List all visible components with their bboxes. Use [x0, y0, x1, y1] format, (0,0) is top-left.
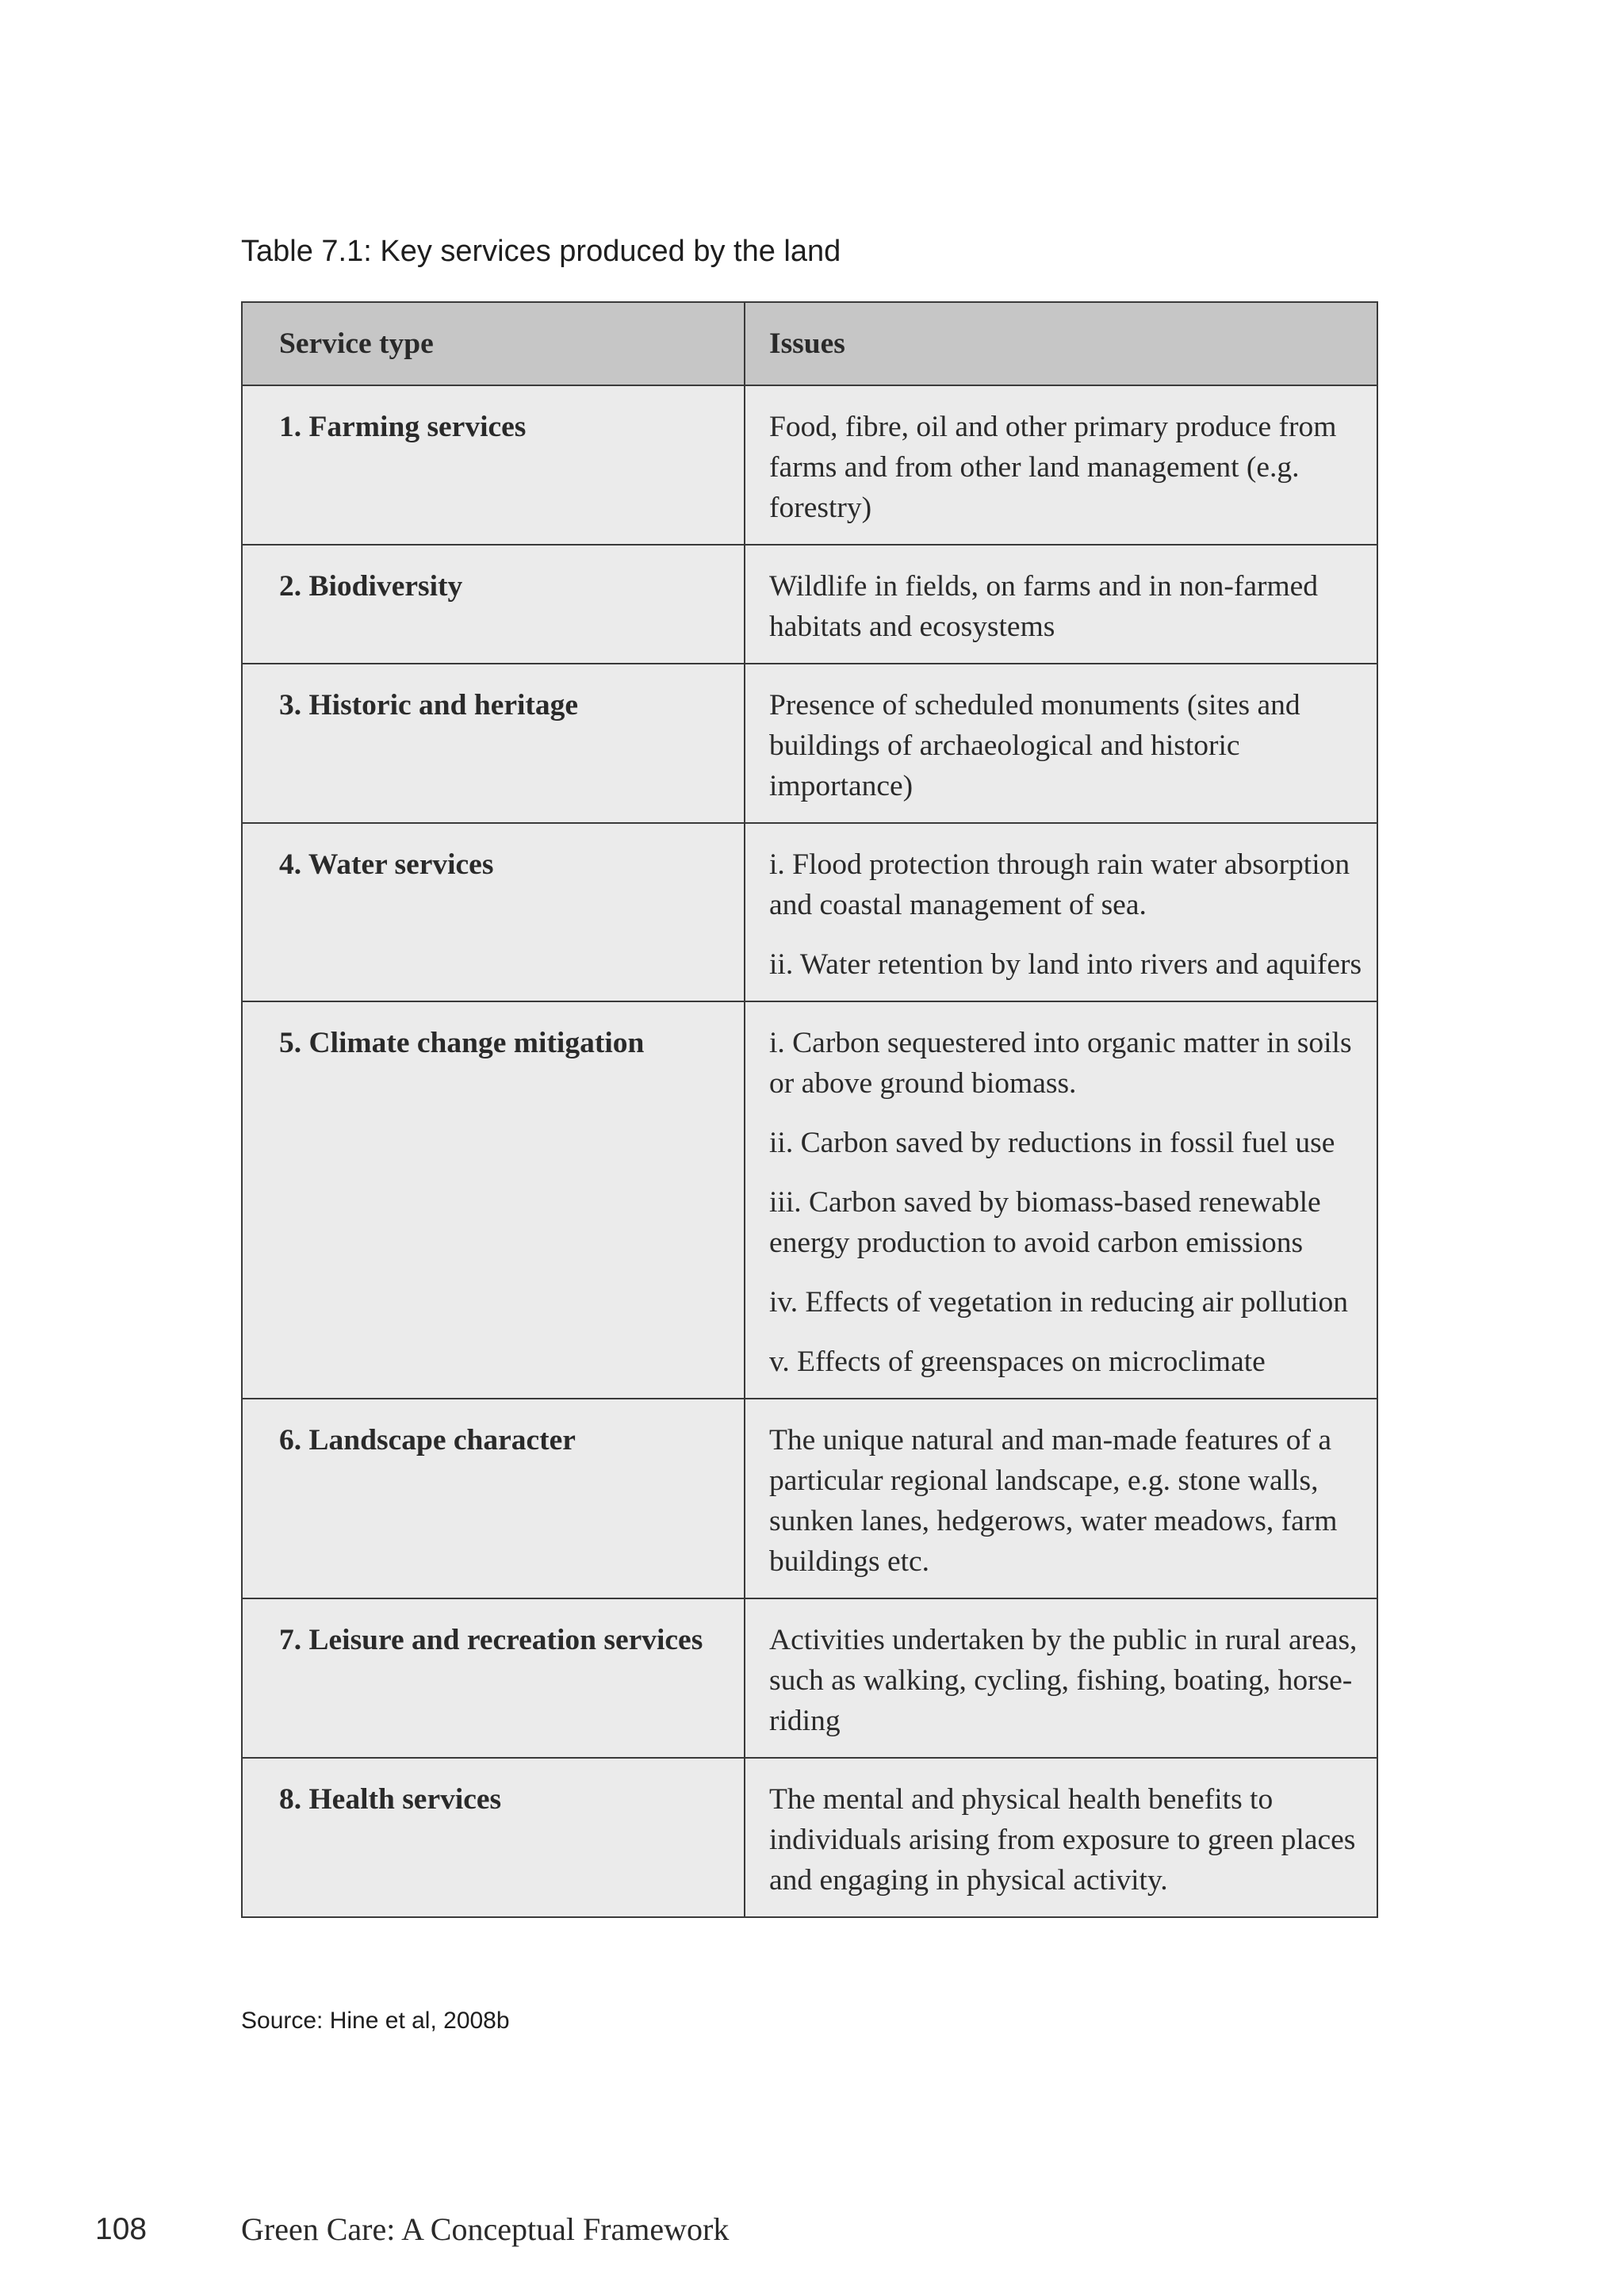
issues-cell — [745, 385, 1377, 545]
issue-text: Activities undertaken by the public in rural areas, such as walking, cycling, fishing, boating, horse-riding — [769, 1624, 1358, 1737]
issues-cell — [745, 664, 1377, 823]
table-caption: Table 7.1: Key services produced by the land — [241, 235, 841, 268]
issue-text: iii. Carbon saved by biomass-based renewable energy production to avoid carbon emissions — [769, 1186, 1321, 1259]
table-body — [242, 385, 1377, 1917]
services-table — [241, 301, 1378, 1918]
issue-text: Food, fibre, oil and other primary produce from farms and from other land management (e.g. forestry) — [769, 411, 1337, 524]
issue-text: i. Flood protection through rain water absorption and coastal management of sea. — [769, 848, 1350, 921]
service-type-cell: 4. Water services — [242, 823, 745, 1001]
issues-cell — [745, 1758, 1377, 1917]
table-row — [242, 1001, 1377, 1399]
service-type-cell: 3. Historic and heritage — [242, 664, 745, 823]
table-row — [242, 823, 1377, 1001]
issues-cell — [745, 823, 1377, 1001]
header-issues: Issues — [745, 302, 1377, 385]
issues-cell — [745, 1001, 1377, 1399]
issue-text: The unique natural and man-made features of a particular regional landscape, e.g. stone walls, sunken lanes, hedgerows, water meadows, farm buildings etc. — [769, 1424, 1338, 1578]
table-row — [242, 1598, 1377, 1758]
table-header-row — [242, 302, 1377, 385]
table-row — [242, 664, 1377, 823]
service-type-cell: 8. Health services — [242, 1758, 745, 1917]
service-type-cell: 1. Farming services — [242, 385, 745, 545]
issues-cell — [745, 1598, 1377, 1758]
issue-text: Presence of scheduled monuments (sites and buildings of archaeological and historic importance) — [769, 689, 1300, 802]
page-number: 108 — [95, 2212, 147, 2246]
table-row — [242, 1399, 1377, 1598]
header-service-type: Service type — [242, 302, 745, 385]
issue-text: ii. Water retention by land into rivers and aquifers — [769, 948, 1362, 981]
issue-text: Wildlife in fields, on farms and in non-farmed habitats and ecosystems — [769, 570, 1319, 643]
service-type-cell: 5. Climate change mitigation — [242, 1001, 745, 1399]
service-type-cell: 7. Leisure and recreation services — [242, 1598, 745, 1758]
issue-text: ii. Carbon saved by reductions in fossil fuel use — [769, 1127, 1335, 1159]
service-type-cell: 6. Landscape character — [242, 1399, 745, 1598]
running-title: Green Care: A Conceptual Framework — [241, 2211, 730, 2247]
issue-text: i. Carbon sequestered into organic matter in soils or above ground biomass. — [769, 1027, 1352, 1100]
source-note: Source: Hine et al, 2008b — [241, 2008, 510, 2034]
table-row — [242, 1758, 1377, 1917]
table-row — [242, 385, 1377, 545]
issues-cell — [745, 545, 1377, 664]
table-row — [242, 545, 1377, 664]
service-type-cell: 2. Biodiversity — [242, 545, 745, 664]
issues-cell — [745, 1399, 1377, 1598]
issue-text: The mental and physical health benefits to individuals arising from exposure to green places and engaging in physical activity. — [769, 1783, 1356, 1897]
issue-text: iv. Effects of vegetation in reducing air pollution — [769, 1286, 1349, 1319]
issue-text: v. Effects of greenspaces on microclimate — [769, 1346, 1266, 1378]
